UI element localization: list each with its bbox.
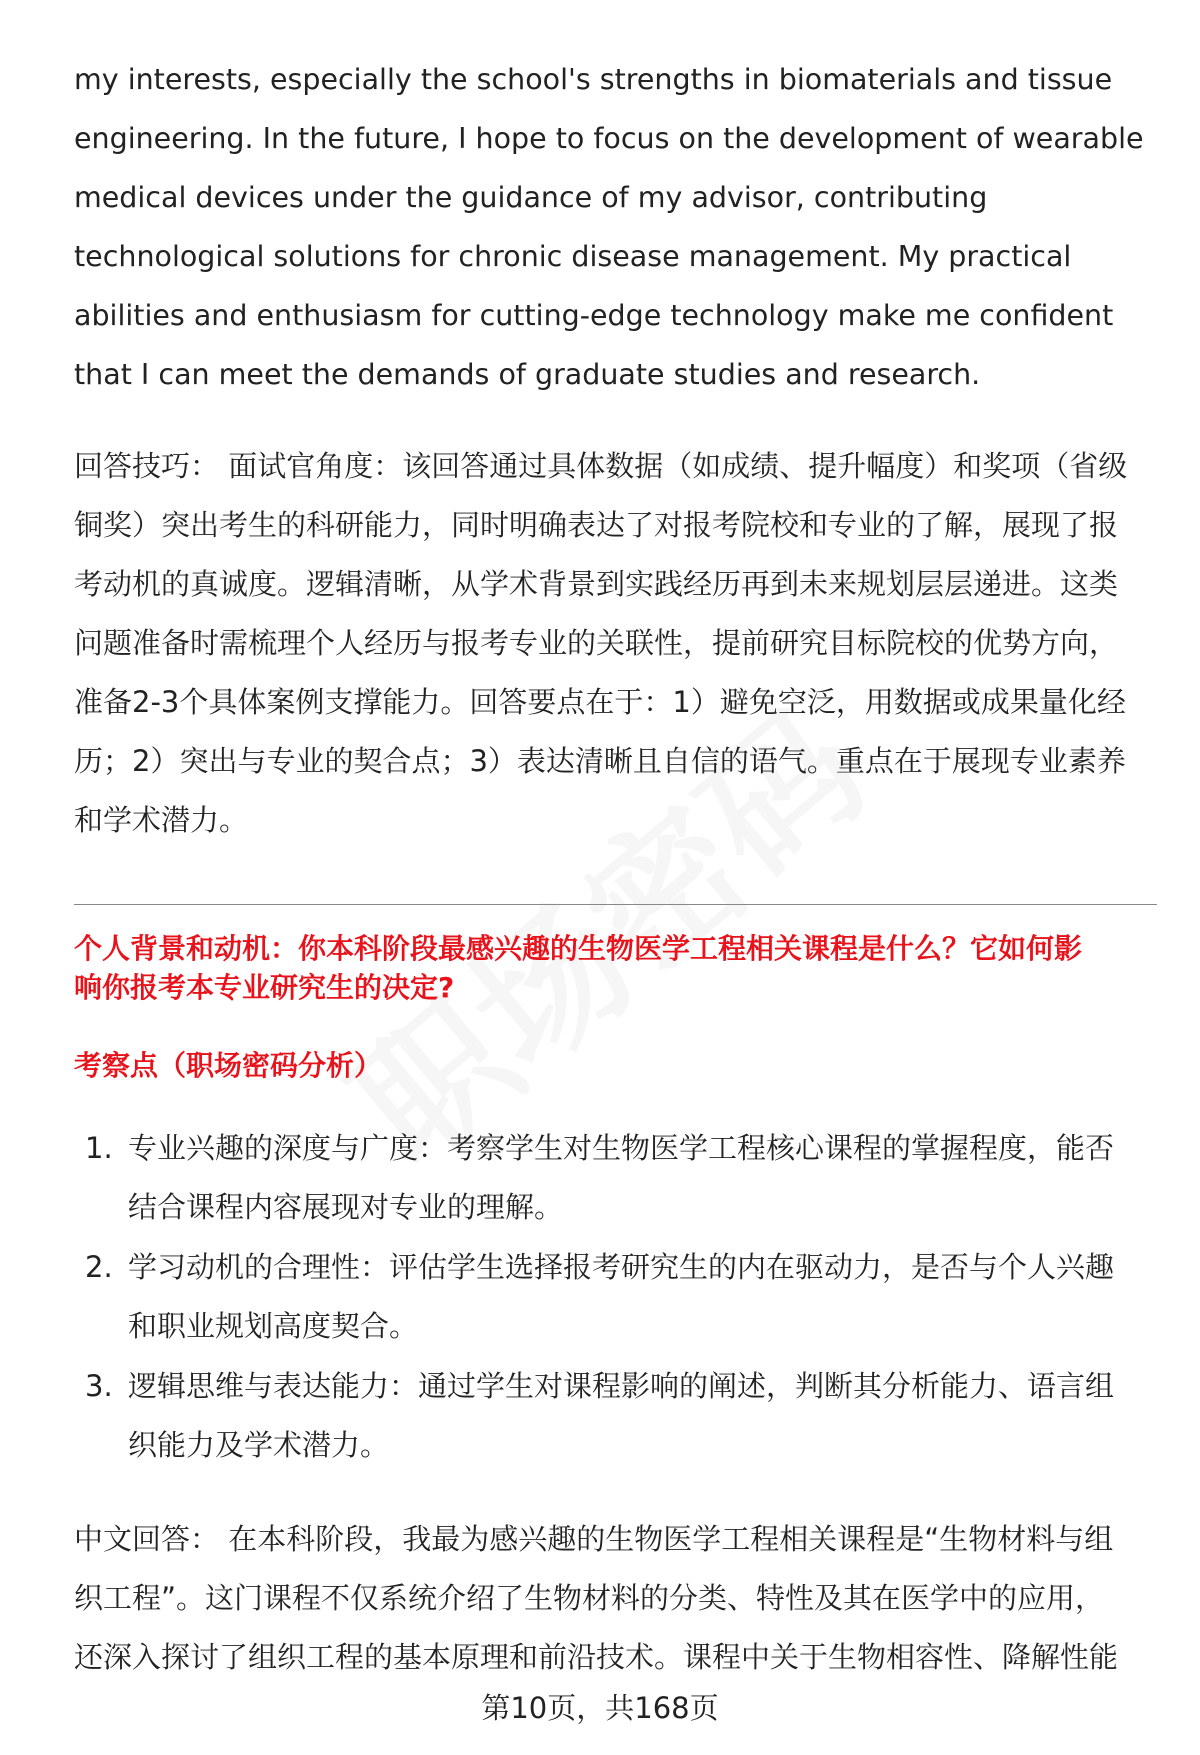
list-item-line: 结合课程内容展现对专业的理解。 [128, 1190, 564, 1224]
section-divider [74, 904, 1157, 905]
paragraph-line: 织工程”。这门课程不仅系统介绍了生物材料的分类、特性及其在医学中的应用， [74, 1581, 1105, 1615]
list-item-text [128, 1119, 1114, 1237]
list-item [0, 1357, 1200, 1476]
question-line: 响你报考本专业研究生的决定? [74, 971, 455, 1004]
paragraph-line: 考动机的真诚度。逻辑清晰，从学术背景到实践经历再到未来规划层层递进。这类 [74, 567, 1119, 601]
list-item-line: 织能力及学术潜力。 [128, 1428, 390, 1462]
list-item-line: 专业兴趣的深度与广度：考察学生对生物医学工程核心课程的掌握程度，能否 [128, 1131, 1115, 1165]
list-item [0, 1238, 1200, 1357]
list-item-line: 逻辑思维与表达能力：通过学生对课程影响的阐述，判断其分析能力、语言组 [128, 1369, 1115, 1403]
focus-heading: 考察点（职场密码分析） [74, 1049, 383, 1082]
page-footer: 第10页，共168页 [481, 1691, 719, 1725]
list-number: 3. [85, 1369, 113, 1403]
paragraph-line: that I can meet the demands of graduate studies and research. [74, 358, 981, 391]
question-heading [74, 929, 1164, 1007]
paragraph-line: 回答技巧： 面试官角度：该回答通过具体数据（如成绩、提升幅度）和奖项（省级 [74, 449, 1128, 483]
paragraph-line: 和学术潜力。 [74, 803, 249, 837]
list-number: 1. [85, 1131, 113, 1165]
list-number: 2. [85, 1250, 113, 1284]
list-item-line: 学习动机的合理性：评估学生选择报考研究生的内在驱动力，是否与个人兴趣 [128, 1250, 1115, 1284]
paragraph-line: 铜奖）突出考生的科研能力，同时明确表达了对报考院校和专业的了解，展现了报 [74, 508, 1119, 542]
focus-points-list [0, 1119, 1200, 1476]
paragraph-line: 历；2）突出与专业的契合点；3）表达清晰且自信的语气。重点在于展现专业素养 [74, 744, 1126, 778]
list-item [0, 1119, 1200, 1238]
paragraph-line: abilities and enthusiasm for cutting-edge technology make me confident [74, 299, 1114, 332]
list-item-text [128, 1357, 1114, 1475]
paragraph-line: medical devices under the guidance of my advisor, contributing [74, 181, 988, 214]
paragraph-line: 准备2-3个具体案例支撑能力。回答要点在于：1）避免空泛，用数据或成果量化经 [74, 685, 1126, 719]
paragraph-line: technological solutions for chronic disease management. My practical [74, 240, 1072, 273]
answer-tips-paragraph [74, 437, 1154, 850]
english-answer-paragraph [74, 50, 1154, 404]
chinese-answer-paragraph [74, 1510, 1154, 1687]
paragraph-line: engineering. In the future, I hope to focus on the development of wearable [74, 122, 1144, 155]
list-item-line: 和职业规划高度契合。 [128, 1309, 419, 1343]
paragraph-line: 还深入探讨了组织工程的基本原理和前沿技术。课程中关于生物相容性、降解性能 [74, 1640, 1119, 1674]
list-item-text [128, 1238, 1114, 1356]
paragraph-line: my interests, especially the school's strengths in biomaterials and tissue [74, 63, 1113, 96]
paragraph-line: 中文回答： 在本科阶段，我最为感兴趣的生物医学工程相关课程是“生物材料与组 [74, 1522, 1114, 1556]
paragraph-line: 问题准备时需梳理个人经历与报考专业的关联性，提前研究目标院校的优势方向， [74, 626, 1119, 660]
question-line: 个人背景和动机：你本科阶段最感兴趣的生物医学工程相关课程是什么？它如何影 [74, 932, 1083, 965]
